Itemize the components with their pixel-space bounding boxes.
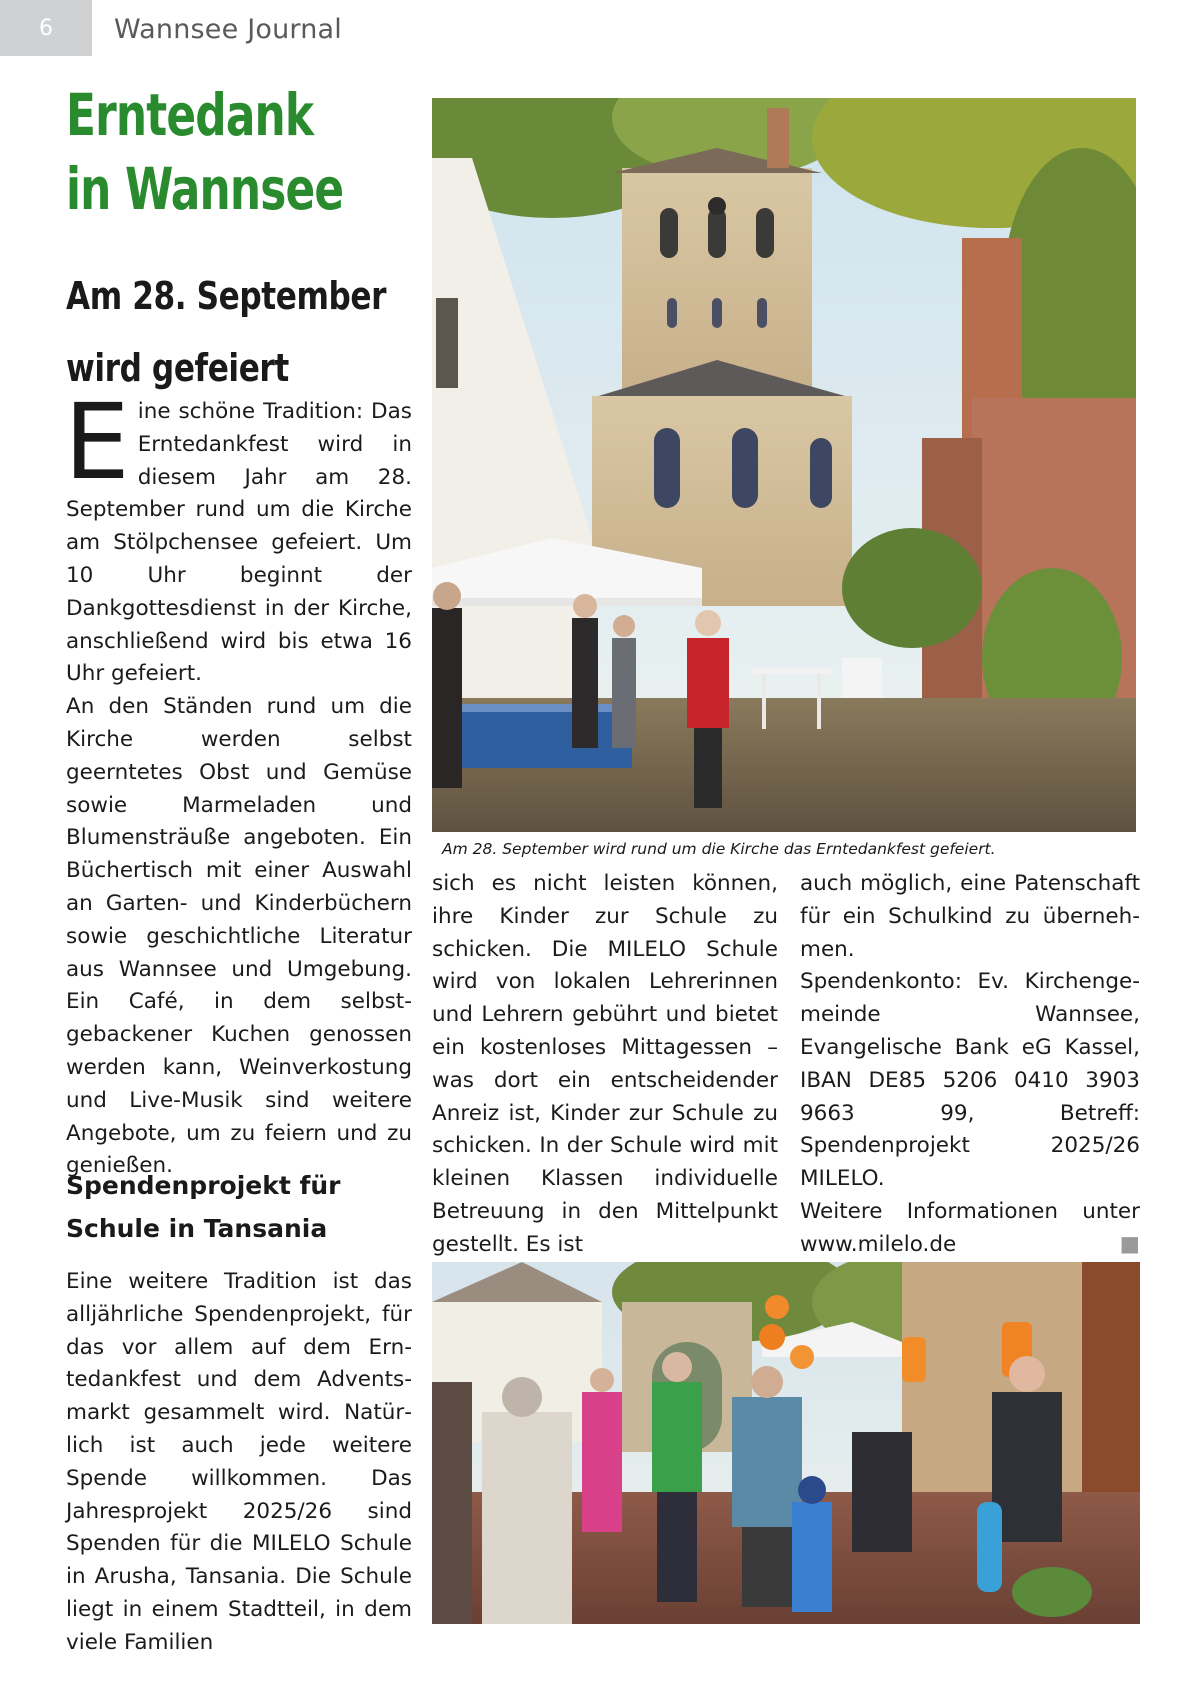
body-column-2 — [432, 868, 778, 1262]
intro-paragraph: ine schöne Tradition: Das Erntedankfest wird in diesem Jahr am 28. September rund um die Kirche am Stölpchensee gefeiert. Um 10 Uhr beginnt der Dankgottesdienst in der Kirche, anschließend wird bis etwa 16 Uhr gefeiert. — [66, 399, 412, 687]
church-festival-photo — [432, 98, 1136, 832]
donation-paragraph-1: Eine weitere Tradition ist das alljährliche Spendenprojekt, für das vor allem auf dem Erntedankfest und dem Adventsmarkt gesammelt wird. Natürlich ist auch jede weitere Spende willkommen. Das Jahresprojekt 2025/26 sind Spenden für die MILELO Schule in Arusha, Tansania. Die Schule liegt in einem Stadtteil, in dem viele Familien — [66, 1269, 412, 1655]
body-column-1-top — [64, 381, 412, 1183]
end-mark: ■ — [1119, 1231, 1140, 1257]
more-info-paragraph — [800, 1196, 1140, 1262]
stands-paragraph: An den Ständen rund um die Kirche werden selbst geerntetes Obst und Gemüse sowie Marmeladen und Blumensträuße angeboten. Ein Büchertisch mit einer Auswahl an Garten- und Kinderbüchern sowie geschichtliche Literatur aus Wannsee und Umgebung. Ein Café, in dem selbstgebackener Kuchen genossen werden kann, Weinverkostung und Live-Musik sind weitere Angebote, um zu feiern und zu genießen. — [66, 694, 412, 1179]
drop-cap: E — [64, 381, 130, 503]
page-number: 6 — [39, 15, 53, 41]
title-line-2: in Wannsee — [66, 155, 344, 223]
section-heading-line-2: Schule in Tansania — [66, 1214, 328, 1243]
article-title — [66, 78, 343, 226]
more-info-link[interactable]: Weitere Informationen unter www.milelo.de — [800, 1198, 1140, 1257]
running-head: Wannsee Journal — [114, 14, 342, 45]
subtitle-line-2: wird gefeiert — [66, 346, 289, 390]
bank-account: Spendenkonto: Ev. Kirchengemeinde Wannsee, Evangelische Bank eG Kassel, IBAN DE85 5206 0410 3903 9663 99, Betreff: Spendenprojekt 2025/26 MILELO. — [800, 969, 1140, 1192]
section-heading — [66, 1164, 341, 1250]
subtitle-line-1: Am 28. September — [66, 274, 387, 318]
donation-paragraph-3: auch möglich, eine Patenschaft für ein Schulkind zu übernehmen. — [800, 871, 1140, 962]
title-line-1: Erntedank — [66, 81, 314, 149]
body-column-1-bottom — [66, 1266, 412, 1660]
courtyard-visitors-photo — [432, 1262, 1140, 1624]
section-heading-line-1: Spendenprojekt für — [66, 1171, 341, 1200]
body-column-3 — [800, 868, 1140, 1262]
donation-paragraph-2: sich es nicht leisten können, ihre Kinder zur Schule zu schicken. Die MILELO Schule wird von lokalen Lehrerinnen und Lehrern gebührt und bietet ein kostenloses Mittagessen – was dort ein entscheidender Anreiz ist, Kinder zur Schule zu schicken. In der Schule wird mit kleinen Klassen individuelle Betreuung in den Mittelpunkt gestellt. Es ist — [432, 871, 778, 1257]
page-number-tab — [0, 0, 92, 56]
photo-caption: Am 28. September wird rund um die Kirche das Erntedankfest gefeiert. — [442, 840, 996, 858]
